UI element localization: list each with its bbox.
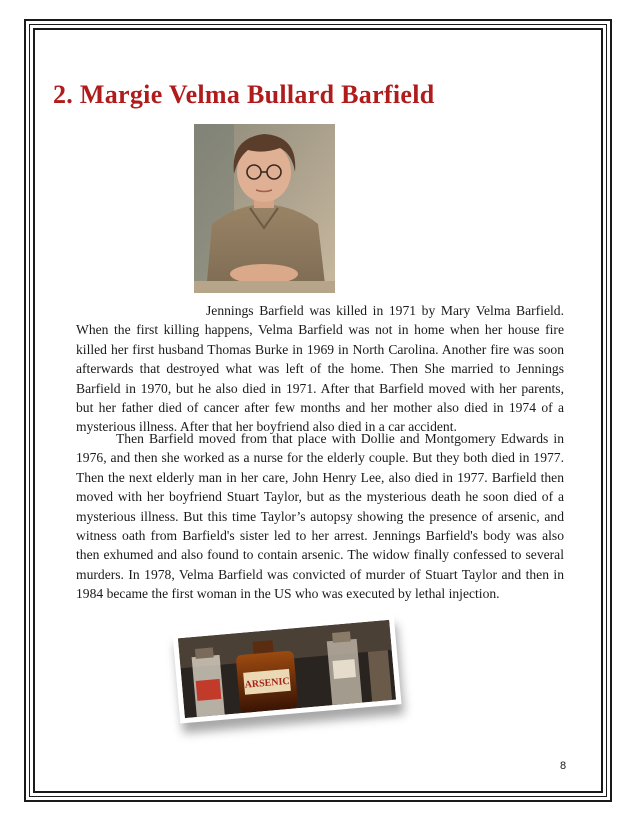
arsenic-bottles-photo (166, 618, 410, 730)
paragraph-2: Then Barfield moved from that place with Dollie and Montgomery Edwards in 1976, and then she worked as a nurse for the elderly couple. But they both died in 1977. Then the next elderly man in her care, John Henry Lee, also died in 1977. Barfield then moved with her boyfriend Stuart Taylor, but as the mysterious death he soon died of a mysterious illness. But this time Taylor’s autopsy showing the presence of arsenic, and witness oath from Barfield's sister led to her arrest. Jennings Barfield's body was also then exhumed and also found to contain arsenic. The widow finally confessed to several murders. In 1978, Velma Barfield was convicted of murder of Stuart Taylor and then in 1984 became the first woman in the US who was executed by lethal injection. (76, 431, 564, 602)
section-title: 2. Margie Velma Bullard Barfield (53, 80, 435, 109)
portrait-photo (194, 124, 335, 293)
bottle-label: ARSENIC (244, 675, 291, 691)
paragraph-1: Jennings Barfield was killed in 1971 by Mary Velma Barfield. When the first killing happens, Velma Barfield was not in home when her house fire killed her first husband Thomas Burke in 1969 in North Carolina. Another fire was soon afterwards that destroyed what was left of the home. Then She married to Jennings Barfield in 1970, but he also died in 1971. After that Barfield moved with her parents, but her father died of cancer after few months and her mother also died in 1974 of a mysterious illness. After that her boyfriend also died in a car accident. (76, 303, 564, 435)
page-number: 8 (560, 760, 567, 772)
